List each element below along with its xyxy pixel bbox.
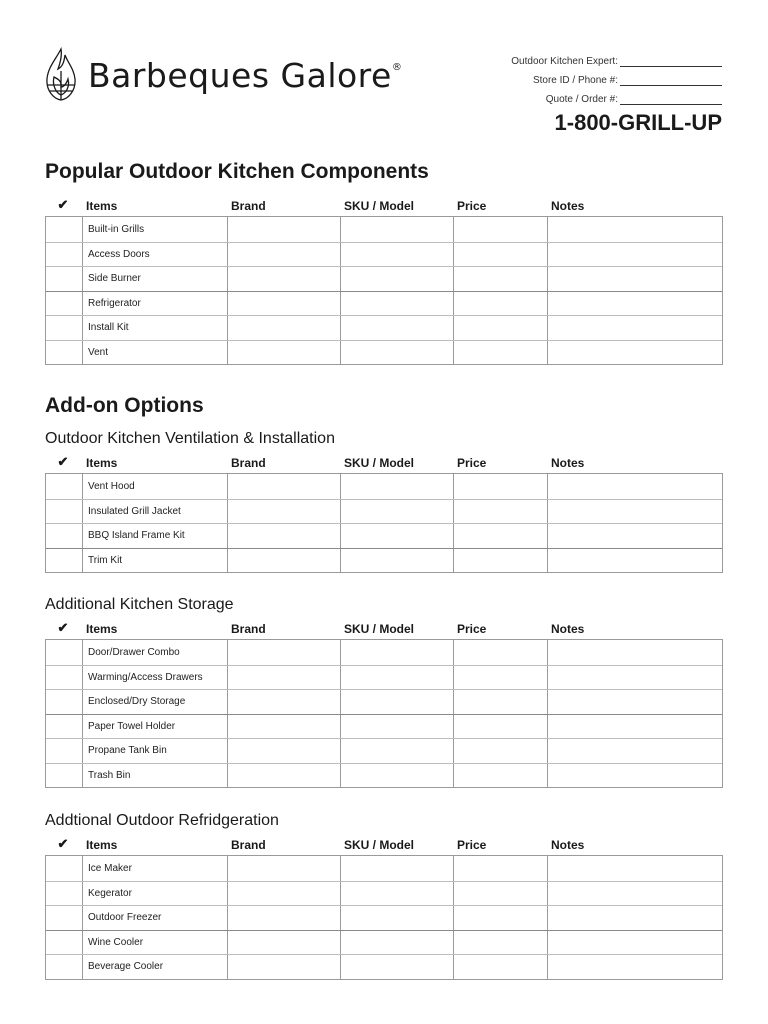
sku-cell[interactable]	[340, 690, 453, 714]
table-popular	[45, 198, 723, 365]
table-row	[46, 905, 722, 930]
item-name-cell: Enclosed/Dry Storage	[82, 690, 227, 714]
store-id-field[interactable]: Store ID / Phone #:	[482, 67, 722, 86]
table-row	[46, 474, 722, 499]
column-header-check: ✔	[57, 836, 69, 851]
brand-cell[interactable]	[227, 739, 340, 763]
check-cell[interactable]	[46, 715, 82, 739]
item-name-cell: Door/Drawer Combo	[82, 640, 227, 665]
price-cell[interactable]	[453, 764, 547, 788]
table-header	[45, 837, 723, 855]
item-name-cell: Outdoor Freezer	[82, 906, 227, 930]
column-header-check: ✔	[57, 620, 69, 635]
check-cell[interactable]	[46, 474, 82, 499]
price-cell[interactable]	[453, 906, 547, 930]
notes-cell[interactable]	[547, 500, 724, 524]
sku-cell[interactable]	[340, 640, 453, 665]
brand-cell[interactable]	[227, 640, 340, 665]
price-cell[interactable]	[453, 955, 547, 979]
item-name-cell: Trash Bin	[82, 764, 227, 788]
staff-fields	[482, 48, 722, 105]
table-row	[46, 856, 722, 881]
table-body	[45, 473, 723, 573]
price-cell[interactable]	[453, 882, 547, 906]
column-header-items: Items	[86, 838, 118, 852]
brand-cell[interactable]	[227, 524, 340, 548]
item-name-cell: Access Doors	[82, 243, 227, 267]
item-name-cell: Beverage Cooler	[82, 955, 227, 979]
notes-cell[interactable]	[547, 931, 724, 955]
column-header-notes: Notes	[551, 456, 585, 470]
table-row	[46, 881, 722, 906]
item-name-cell: Propane Tank Bin	[82, 739, 227, 763]
table-row	[46, 738, 722, 763]
sku-cell[interactable]	[340, 549, 453, 573]
column-header-items: Items	[86, 622, 118, 636]
brand-cell[interactable]	[227, 856, 340, 881]
notes-cell[interactable]	[547, 267, 724, 291]
item-name-cell: Ice Maker	[82, 856, 227, 881]
brand-logo	[44, 47, 402, 103]
price-cell[interactable]	[453, 856, 547, 881]
sku-cell[interactable]	[340, 217, 453, 242]
brand-cell[interactable]	[227, 217, 340, 242]
column-header-price: Price	[457, 838, 487, 852]
column-header-check: ✔	[57, 197, 69, 212]
table-row	[46, 499, 722, 524]
brand-cell[interactable]	[227, 341, 340, 365]
sku-cell[interactable]	[340, 666, 453, 690]
check-cell[interactable]	[46, 549, 82, 573]
column-header-brand: Brand	[231, 456, 266, 470]
brand-cell[interactable]	[227, 267, 340, 291]
check-cell[interactable]	[46, 955, 82, 979]
brand-name: Barbeques Galore®	[88, 55, 403, 95]
column-header-brand: Brand	[231, 199, 266, 213]
price-cell[interactable]	[453, 549, 547, 573]
table-refrigeration	[45, 837, 723, 980]
phone-number: 1-800-GRILL-UP	[554, 110, 722, 135]
check-cell[interactable]	[46, 217, 82, 242]
price-cell[interactable]	[453, 292, 547, 316]
column-header-price: Price	[457, 199, 487, 213]
check-cell[interactable]	[46, 856, 82, 881]
expert-field[interactable]: Outdoor Kitchen Expert:	[482, 48, 722, 67]
table-body	[45, 855, 723, 980]
brand-cell[interactable]	[227, 474, 340, 499]
table-row	[46, 340, 722, 365]
sku-cell[interactable]	[340, 955, 453, 979]
notes-cell[interactable]	[547, 715, 724, 739]
price-cell[interactable]	[453, 316, 547, 340]
item-name-cell: Paper Towel Holder	[82, 715, 227, 739]
check-cell[interactable]	[46, 690, 82, 714]
notes-cell[interactable]	[547, 882, 724, 906]
price-cell[interactable]	[453, 715, 547, 739]
item-name-cell: BBQ Island Frame Kit	[82, 524, 227, 548]
price-cell[interactable]	[453, 243, 547, 267]
table-header	[45, 455, 723, 473]
check-cell[interactable]	[46, 739, 82, 763]
section-title-refrigeration: Addtional Outdoor Refridgeration	[45, 812, 279, 829]
table-row	[46, 315, 722, 340]
brand-cell[interactable]	[227, 666, 340, 690]
brand-cell[interactable]	[227, 549, 340, 573]
brand-cell[interactable]	[227, 882, 340, 906]
check-cell[interactable]	[46, 292, 82, 316]
sku-cell[interactable]	[340, 316, 453, 340]
table-row	[46, 954, 722, 979]
brand-cell[interactable]	[227, 931, 340, 955]
table-row	[46, 714, 722, 739]
column-header-sku: SKU / Model	[344, 622, 415, 636]
price-cell[interactable]	[453, 640, 547, 665]
brand-cell[interactable]	[227, 243, 340, 267]
column-header-notes: Notes	[551, 838, 585, 852]
check-cell[interactable]	[46, 764, 82, 788]
column-header-items: Items	[86, 456, 118, 470]
table-row	[46, 930, 722, 955]
table-row	[46, 291, 722, 316]
notes-cell[interactable]	[547, 549, 724, 573]
price-cell[interactable]	[453, 739, 547, 763]
section-title-ventilation: Outdoor Kitchen Ventilation & Installation	[45, 430, 335, 447]
brand-cell[interactable]	[227, 955, 340, 979]
section-title-addon: Add-on Options	[45, 394, 204, 417]
check-cell[interactable]	[46, 666, 82, 690]
column-header-brand: Brand	[231, 838, 266, 852]
notes-cell[interactable]	[547, 955, 724, 979]
sku-cell[interactable]	[340, 292, 453, 316]
table-row	[46, 217, 722, 242]
column-header-brand: Brand	[231, 622, 266, 636]
notes-cell[interactable]	[547, 243, 724, 267]
sku-cell[interactable]	[340, 243, 453, 267]
sku-cell[interactable]	[340, 739, 453, 763]
price-cell[interactable]	[453, 217, 547, 242]
item-name-cell: Warming/Access Drawers	[82, 666, 227, 690]
table-ventilation	[45, 455, 723, 573]
table-row	[46, 689, 722, 714]
item-name-cell: Kegerator	[82, 882, 227, 906]
brand-cell[interactable]	[227, 906, 340, 930]
flame-logo-icon	[44, 47, 78, 103]
item-name-cell: Built-in Grills	[82, 217, 227, 242]
table-header	[45, 198, 723, 216]
table-row	[46, 763, 722, 788]
table-body	[45, 639, 723, 788]
check-cell[interactable]	[46, 906, 82, 930]
price-cell[interactable]	[453, 931, 547, 955]
column-header-sku: SKU / Model	[344, 456, 415, 470]
notes-cell[interactable]	[547, 217, 724, 242]
section-title-storage: Additional Kitchen Storage	[45, 596, 234, 613]
item-name-cell: Install Kit	[82, 316, 227, 340]
notes-cell[interactable]	[547, 856, 724, 881]
brand-cell[interactable]	[227, 764, 340, 788]
notes-cell[interactable]	[547, 666, 724, 690]
check-cell[interactable]	[46, 243, 82, 267]
table-row	[46, 242, 722, 267]
notes-cell[interactable]	[547, 474, 724, 499]
price-cell[interactable]	[453, 500, 547, 524]
table-row	[46, 523, 722, 548]
sku-cell[interactable]	[340, 267, 453, 291]
notes-cell[interactable]	[547, 292, 724, 316]
table-row	[46, 640, 722, 665]
table-header	[45, 621, 723, 639]
check-cell[interactable]	[46, 341, 82, 365]
sku-cell[interactable]	[340, 341, 453, 365]
column-header-sku: SKU / Model	[344, 838, 415, 852]
sku-cell[interactable]	[340, 856, 453, 881]
notes-cell[interactable]	[547, 739, 724, 763]
notes-cell[interactable]	[547, 906, 724, 930]
notes-cell[interactable]	[547, 764, 724, 788]
brand-cell[interactable]	[227, 690, 340, 714]
brand-cell[interactable]	[227, 500, 340, 524]
item-name-cell: Vent	[82, 341, 227, 365]
sku-cell[interactable]	[340, 882, 453, 906]
item-name-cell: Side Burner	[82, 267, 227, 291]
check-cell[interactable]	[46, 500, 82, 524]
price-cell[interactable]	[453, 267, 547, 291]
brand-cell[interactable]	[227, 292, 340, 316]
notes-cell[interactable]	[547, 690, 724, 714]
table-row	[46, 665, 722, 690]
sku-cell[interactable]	[340, 906, 453, 930]
table-storage	[45, 621, 723, 788]
sku-cell[interactable]	[340, 715, 453, 739]
column-header-notes: Notes	[551, 199, 585, 213]
price-cell[interactable]	[453, 524, 547, 548]
notes-cell[interactable]	[547, 341, 724, 365]
quote-order-field[interactable]: Quote / Order #:	[482, 86, 722, 105]
sku-cell[interactable]	[340, 500, 453, 524]
sku-cell[interactable]	[340, 524, 453, 548]
price-cell[interactable]	[453, 690, 547, 714]
section-title-popular: Popular Outdoor Kitchen Components	[45, 160, 429, 183]
check-cell[interactable]	[46, 931, 82, 955]
item-name-cell: Refrigerator	[82, 292, 227, 316]
table-body	[45, 216, 723, 365]
notes-cell[interactable]	[547, 640, 724, 665]
page-header	[0, 0, 768, 150]
price-cell[interactable]	[453, 341, 547, 365]
check-cell[interactable]	[46, 524, 82, 548]
column-header-items: Items	[86, 199, 118, 213]
notes-cell[interactable]	[547, 524, 724, 548]
table-row	[46, 266, 722, 291]
item-name-cell: Wine Cooler	[82, 931, 227, 955]
brand-cell[interactable]	[227, 316, 340, 340]
sku-cell[interactable]	[340, 474, 453, 499]
sku-cell[interactable]	[340, 931, 453, 955]
item-name-cell: Vent Hood	[82, 474, 227, 499]
check-cell[interactable]	[46, 316, 82, 340]
check-cell[interactable]	[46, 267, 82, 291]
column-header-price: Price	[457, 622, 487, 636]
check-cell[interactable]	[46, 640, 82, 665]
price-cell[interactable]	[453, 474, 547, 499]
column-header-check: ✔	[57, 454, 69, 469]
column-header-price: Price	[457, 456, 487, 470]
column-header-sku: SKU / Model	[344, 199, 415, 213]
price-cell[interactable]	[453, 666, 547, 690]
column-header-notes: Notes	[551, 622, 585, 636]
notes-cell[interactable]	[547, 316, 724, 340]
check-cell[interactable]	[46, 882, 82, 906]
brand-cell[interactable]	[227, 715, 340, 739]
sku-cell[interactable]	[340, 764, 453, 788]
item-name-cell: Insulated Grill Jacket	[82, 500, 227, 524]
table-row	[46, 548, 722, 573]
item-name-cell: Trim Kit	[82, 549, 227, 573]
